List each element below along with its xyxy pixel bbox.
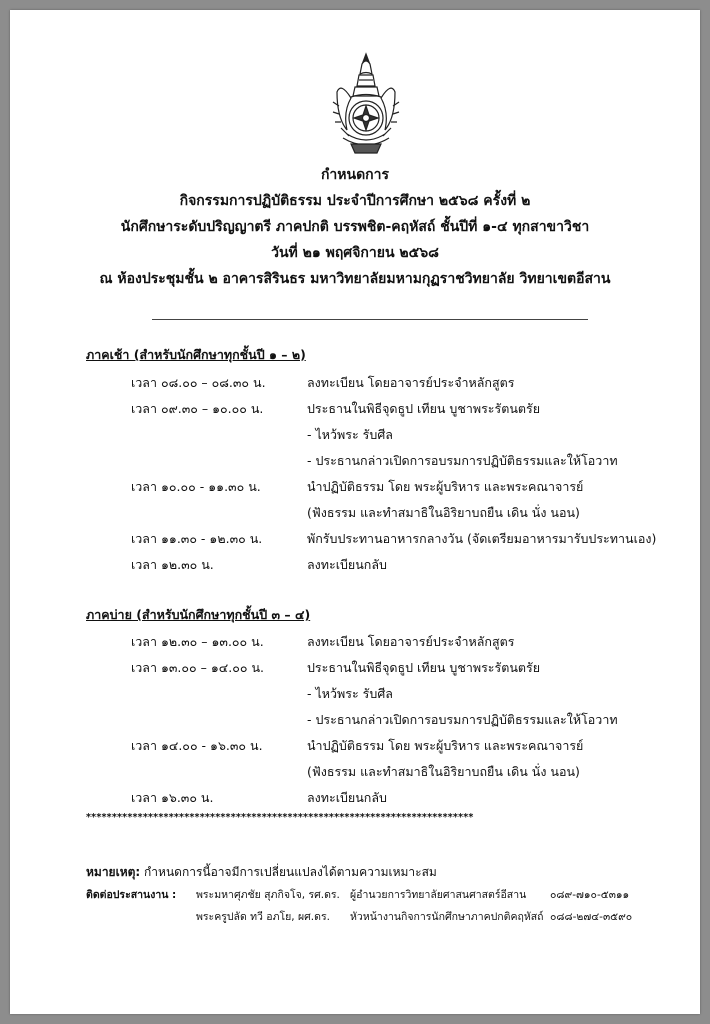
schedule-activity: นำปฏิบัติธรรม โดย พระผู้บริหาร และพระคณาจารย์ xyxy=(307,738,584,753)
contact-name: พระมหาศุภชัย สุภกิจโจ, รศ.ดร. xyxy=(196,889,340,901)
schedule-activity: ลงทะเบียน โดยอาจารย์ประจำหลักสูตร xyxy=(307,634,515,649)
schedule-activity: - ประธานกล่าวเปิดการอบรมการปฏิบัติธรรมและให้โอวาท xyxy=(307,712,618,727)
schedule-activity: (ฟังธรรม และทำสมาธิในอิริยาบถยืน เดิน นั่ง นอน) xyxy=(307,505,580,520)
remark-line xyxy=(86,863,437,882)
schedule-row xyxy=(10,375,700,393)
schedule-row xyxy=(10,634,700,652)
participants-line: นักศึกษาระดับปริญญาตรี ภาคปกติ บรรพชิต-คฤหัสถ์ ชั้นปีที่ ๑-๔ ทุกสาขาวิชา xyxy=(120,219,590,235)
event-title: กิจกรรมการปฏิบัติธรรม ประจำปีการศึกษา ๒๕๖๘ ครั้งที่ ๒ xyxy=(179,193,531,209)
contact-role: หัวหน้างานกิจการนักศึกษาภาคปกติคฤหัสถ์ xyxy=(350,911,544,923)
contact-name: พระครูปลัด ทวี อภโย, ผศ.ดร. xyxy=(196,911,330,923)
schedule-row xyxy=(10,557,700,575)
schedule-time: เวลา ๑๒.๓๐ น. xyxy=(131,557,214,572)
asterisk-separator: *************************************************************************** xyxy=(86,812,474,823)
schedule-row xyxy=(10,479,700,497)
contact-phone: ๐๘๙-๗๑๐-๕๓๑๑ xyxy=(550,889,630,901)
schedule-row xyxy=(10,505,700,523)
remark-label: หมายเหตุ: xyxy=(86,865,141,879)
title-divider xyxy=(152,319,588,320)
schedule-row xyxy=(10,712,700,730)
schedule-row xyxy=(10,531,700,549)
schedule-time: เวลา ๑๖.๓๐ น. xyxy=(131,790,214,805)
contact-label: ติดต่อประสานงาน : xyxy=(86,889,177,901)
schedule-activity: ประธานในพิธีจุดธูป เทียน บูชาพระรัตนตรัย xyxy=(307,401,541,416)
schedule-row xyxy=(10,738,700,756)
schedule-row xyxy=(10,660,700,678)
schedule-time: เวลา ๐๙.๓๐ – ๑๐.๐๐ น. xyxy=(131,401,264,416)
schedule-time: เวลา ๐๘.๐๐ – ๐๘.๓๐ น. xyxy=(131,375,266,390)
schedule-time: เวลา ๑๒.๓๐ – ๑๓.๐๐ น. xyxy=(131,634,264,649)
schedule-row xyxy=(10,790,700,808)
schedule-time: เวลา ๑๑.๓๐ - ๑๒.๓๐ น. xyxy=(131,531,263,546)
schedule-row xyxy=(10,401,700,419)
contact-role: ผู้อำนวยการวิทยาลัยศาสนศาสตร์อีสาน xyxy=(350,889,527,901)
event-date: วันที่ ๒๑ พฤศจิกายน ๒๕๖๘ xyxy=(271,245,439,261)
schedule-activity: - ไหว้พระ รับศีล xyxy=(307,686,393,701)
schedule-activity: (ฟังธรรม และทำสมาธิในอิริยาบถยืน เดิน นั่ง นอน) xyxy=(307,764,580,779)
schedule-activity: ประธานในพิธีจุดธูป เทียน บูชาพระรัตนตรัย xyxy=(307,660,541,675)
royal-crest-seal-icon xyxy=(329,52,403,156)
schedule-activity: ลงทะเบียนกลับ xyxy=(307,790,387,805)
schedule-activity: พักรับประทานอาหารกลางวัน (จัดเตรียมอาหารมารับประทานเอง) xyxy=(307,531,657,546)
schedule-time: เวลา ๑๐.๐๐ - ๑๑.๓๐ น. xyxy=(131,479,261,494)
schedule-time: เวลา ๑๓.๐๐ – ๑๔.๐๐ น. xyxy=(131,660,264,675)
schedule-time: เวลา ๑๔.๐๐ - ๑๖.๓๐ น. xyxy=(131,738,263,753)
document-page xyxy=(10,10,700,1014)
contact-row xyxy=(10,888,700,904)
schedule-activity: ลงทะเบียน โดยอาจารย์ประจำหลักสูตร xyxy=(307,375,515,390)
schedule-activity: - ไหว้พระ รับศีล xyxy=(307,427,393,442)
contact-row xyxy=(10,910,700,926)
morning-session-heading: ภาคเช้า (สำหรับนักศึกษาทุกชั้นปี ๑ – ๒) xyxy=(86,347,306,362)
remark-text: กำหนดการนี้อาจมีการเปลี่ยนแปลงได้ตามความเหมาะสม xyxy=(144,865,437,879)
schedule-row xyxy=(10,427,700,445)
schedule-activity: ลงทะเบียนกลับ xyxy=(307,557,387,572)
document-title: กำหนดการ xyxy=(320,167,390,183)
contact-phone: ๐๘๘-๒๗๔-๓๕๙๐ xyxy=(550,911,633,923)
schedule-activity: - ประธานกล่าวเปิดการอบรมการปฏิบัติธรรมและให้โอวาท xyxy=(307,453,618,468)
schedule-row xyxy=(10,764,700,782)
schedule-row xyxy=(10,453,700,471)
event-venue: ณ ห้องประชุมชั้น ๒ อาคารสิรินธร มหาวิทยาลัยมหามกุฏราชวิทยาลัย วิทยาเขตอีสาน xyxy=(99,271,611,287)
afternoon-session-heading: ภาคบ่าย (สำหรับนักศึกษาทุกชั้นปี ๓ – ๔) xyxy=(86,607,311,622)
schedule-activity: นำปฏิบัติธรรม โดย พระผู้บริหาร และพระคณาจารย์ xyxy=(307,479,584,494)
schedule-row xyxy=(10,686,700,704)
